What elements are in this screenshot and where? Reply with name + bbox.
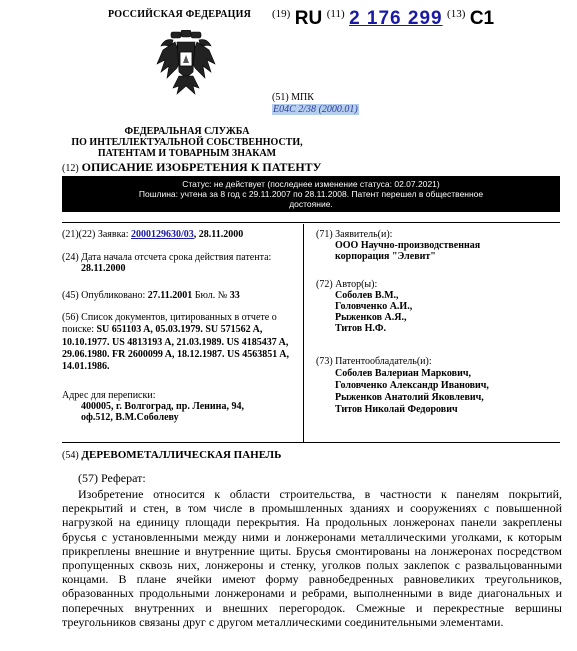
country-name: РОССИЙСКАЯ ФЕДЕРАЦИЯ (108, 9, 252, 20)
agency-line: ФЕДЕРАЛЬНАЯ СЛУЖБА (124, 126, 250, 137)
country-code: RU (294, 8, 323, 29)
mpk-code (272, 104, 359, 115)
mpk-block (272, 92, 359, 116)
author-name: Головченко А.И., (335, 301, 413, 312)
holder-name: Соболев Валериан Маркович, (335, 368, 471, 379)
doc-title-code: (12) (62, 163, 79, 174)
agency-line: ПО ИНТЕЛЛЕКТУАЛЬНОЙ СОБСТВЕННОСТИ, (71, 137, 303, 148)
bulletin-label: Бюл. № (194, 290, 228, 301)
code-13: (13) (447, 8, 466, 20)
applicant-label: (71) Заявитель(и): (316, 229, 393, 240)
holders-label: (73) Патентообладатель(и): (316, 356, 432, 367)
address-label: Адрес для переписки: (62, 390, 156, 401)
address-field (62, 390, 302, 423)
status-box (62, 176, 560, 212)
abstract-text: Изобретение относится к области строительства, в частности к панелям покрытий, перекрытий и стен, в том числе в промышленных зданиях и сооружениях с повышенной нагрузкой на единицу площади перекрытия. На продольных лонжеронах панели закреплены брусья с установленными между ними и лонжеронами металлическими уголками, к которым прикреплены внешние и внутренние щиты. Брусья смонтированы на лонжеронах посредством пропущенных сквозь них, лонжероны и стенку, уголков полых заклепок с развальцованными концами. В плане ячейки имеют форму равнобедренных равновеликих треугольников, образованных продольными лонжеронами и ребрами, выполненными в виде диагональных и поперечных внутренних и внешних перегородок. Смежные и перекрестные вершины треугольников связаны друг с другом металлическими соединительными элементами. (62, 487, 562, 629)
bulletin-number: 33 (229, 290, 240, 301)
mpk-code-text: E04C 2/38 (273, 104, 317, 115)
abstract-label: (57) Реферат: (78, 471, 146, 485)
agency-line: ПАТЕНТАМ И ТОВАРНЫМ ЗНАКАМ (97, 148, 277, 159)
holders-field (316, 356, 561, 416)
cited-documents-value: SU 651103 A, 05.03.1979. SU 571562 A, 10.10.1977. US 4813193 A, 21.03.1989. US 4185437 A, 29.06.1980. FR 2600099 A, 18.12.1987. US 4563851 A, 14.01.1986. (62, 324, 289, 373)
author-name: Рыженков А.Я., (335, 312, 407, 323)
application-date: , 28.11.2000 (193, 229, 244, 240)
author-name: Титов Н.Ф. (335, 323, 386, 334)
agency-name (40, 126, 334, 159)
applicant-value: корпорация "Элевит" (335, 251, 436, 262)
authors-field (316, 279, 561, 334)
address-line: оф.512, В.М.Соболеву (81, 412, 179, 423)
divider-top (62, 222, 560, 223)
published-field (62, 290, 302, 301)
status-fee-line-cont: достояние. (289, 199, 333, 209)
application-number-link[interactable]: 2000129630/03 (131, 229, 194, 240)
published-label: (45) Опубликовано: (62, 290, 146, 301)
invention-title-text: ДЕРЕВОМЕТАЛЛИЧЕСКАЯ ПАНЕЛЬ (81, 449, 282, 461)
code-11: (11) (326, 8, 345, 20)
holder-name: Титов Николай Федорович (335, 404, 458, 415)
authors-label: (72) Автор(ы): (316, 279, 378, 290)
mpk-version: (2000.01) (318, 104, 358, 115)
cited-documents-label: (56) Список документов, цитированных в отчете о поиске: (62, 312, 277, 336)
address-line: 400005, г. Волгоград, пр. Ленина, 94, (81, 401, 244, 412)
kind-code: C1 (469, 8, 495, 29)
invention-title (62, 449, 281, 461)
applicant-field (316, 229, 561, 262)
applicant-value: ООО Научно-производственная (335, 240, 481, 251)
holder-name: Головченко Александр Иванович, (335, 380, 489, 391)
status-line: Статус: не действует (последнее изменение статуса: 02.07.2021) (182, 179, 440, 189)
code-19: (19) (272, 8, 291, 20)
column-divider (303, 224, 304, 442)
holder-name: Рыженков Анатолий Яковлевич, (335, 392, 484, 403)
patent-number-line (272, 8, 494, 30)
coat-of-arms-emblem (155, 30, 217, 102)
doc-title-text: ОПИСАНИЕ ИЗОБРЕТЕНИЯ К ПАТЕНТУ (81, 160, 322, 174)
author-name: Соболев В.М., (335, 290, 399, 301)
mpk-label: (51) МПК (272, 92, 314, 103)
application-field (62, 229, 298, 240)
published-value: 27.11.2001 (147, 290, 193, 301)
start-date-label: (24) Дата начала отсчета срока действия патента: (62, 252, 272, 263)
status-fee-line: Пошлина: учтена за 8 год с 29.11.2007 по 28.11.2008. Патент перешел в общественное (138, 189, 484, 199)
cited-documents-field (62, 312, 302, 373)
application-label: (21)(22) Заявка: (62, 229, 129, 240)
divider-bottom (62, 442, 560, 443)
invention-title-code: (54) (62, 450, 79, 461)
document-title (62, 160, 322, 175)
start-date-value: 28.11.2000 (81, 263, 126, 274)
patent-number-link[interactable]: 2 176 299 (349, 8, 443, 29)
start-date-field (62, 252, 302, 274)
